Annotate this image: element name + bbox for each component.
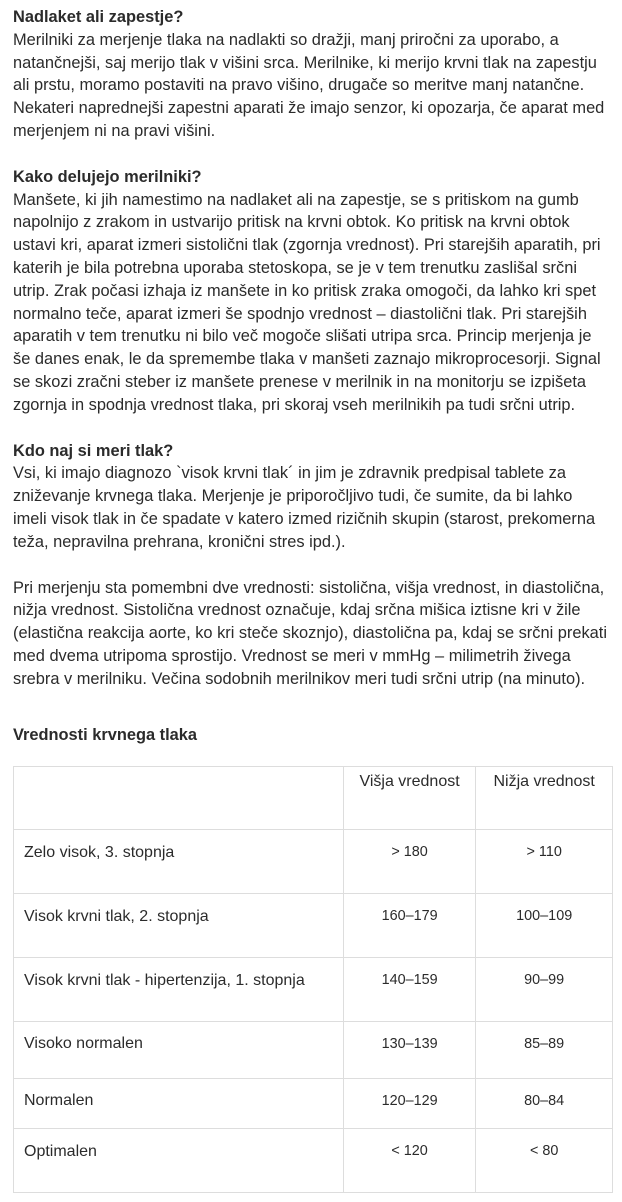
low-value-cell	[476, 1079, 613, 1129]
low-value-cell	[476, 1022, 613, 1079]
table-header-high	[343, 767, 476, 830]
high-value-cell	[343, 894, 476, 958]
table-row	[14, 1022, 613, 1079]
table-row	[14, 830, 613, 894]
section-body: Manšete, ki jih namestimo na nadlaket ali na zapestje, se s pritiskom na gumb napolnijo z zrakom in ustvarijo pritisk na krvni obtok. Ko pritisk na krvni obtok ustavi kri, aparat izmeri sistolični tlak (zgornja vrednost). Pri starejših aparatih, pri katerih je bila potrebna uporaba stetoskopa, se je v tem trenutku zaslišal srčni utrip. Zrak počasi izhaja iz manšete in ko pritisk zraka omogoči, da lahko kri spet normalno teče, aparat izmeri še spodnjo vrednost – diastolični tlak. Pri starejših aparatih v tem trenutku ni bilo več mogoče slišati utripa srca. Princip merjenja je še danes enak, le da spremembe tlaka v manšeti zaznajo mikroprocesorji. Signal se skozi zračni steber iz manšete prenese v merilnik in na monitorju se izpišeta zgornja in spodnja vrednost tlaka, pri skoraj vseh merilnikih pa tudi srčni utrip.	[13, 190, 601, 414]
low-value-cell	[476, 1129, 613, 1193]
blood-pressure-table	[13, 766, 613, 1193]
section-body: Pri merjenju sta pomembni dve vrednosti: sistolična, višja vrednost, in diastolična, nižja vrednost. Sistolična vrednost označuje, kdaj srčna mišica iztisne kri v žile (elastična reakcija aorte, ko kri steče skoznjo), diastolična pa, kdaj se srčni prekati med dvema utripoma sprostijo. Vrednost se meri v mmHg – milimetrih živega srebra v merilniku. Večina sodobnih merilnikov meri tudi srčni utrip (na minuto).	[13, 578, 607, 688]
low-value: 90–99	[524, 971, 565, 988]
row-label-cell	[14, 1022, 344, 1079]
header-label: Nižja vrednost	[493, 773, 595, 790]
row-label: Zelo visok, 3. stopnja	[24, 843, 175, 861]
row-label: Visok krvni tlak, 2. stopnja	[24, 907, 209, 925]
section-body: Merilniki za merjenje tlaka na nadlakti so dražji, manj priročni za uporabo, a natančnejši, saj merijo tlak v višini srca. Merilnike, ki merijo krvni tlak na zapestju ali prstu, moramo postaviti na pravo višino, drugače so meritve manj natančne. Nekateri naprednejši zapestni aparati že imajo senzor, ki opozarja, če aparat med merjenjem ni na pravi višini.	[13, 30, 605, 140]
row-label: Optimalen	[24, 1142, 97, 1160]
low-value: < 80	[529, 1142, 559, 1159]
row-label: Visoko normalen	[24, 1035, 143, 1052]
high-value: 120–129	[381, 1092, 438, 1109]
high-value-cell	[343, 1129, 476, 1193]
high-value: 140–159	[381, 971, 438, 988]
high-value: < 120	[391, 1142, 428, 1159]
low-value-cell	[476, 894, 613, 958]
row-label: Normalen	[24, 1091, 94, 1109]
header-label: Višja vrednost	[359, 773, 460, 790]
table-row	[14, 958, 613, 1022]
row-label: Visok krvni tlak - hipertenzija, 1. stopnja	[24, 971, 305, 989]
row-label-cell	[14, 958, 344, 1022]
paragraph-gap	[13, 417, 609, 440]
section-upper-arm-or-wrist	[13, 6, 609, 143]
low-value: 80–84	[524, 1092, 565, 1109]
high-value-cell	[343, 830, 476, 894]
section-body: Vsi, ki imajo diagnozo `visok krvni tlak´ in jim je zdravnik predpisal tablete za zniževanje krvnega tlaka. Merjenje je priporočljivo tudi, če sumite, da bi lahko imeli visok tlak in če spadate v katero izmed rizičnih skupin (starost, prekomerna teža, nepravilna prehrana, kronični stres ipd.).	[13, 464, 596, 551]
high-value-cell	[343, 1079, 476, 1129]
high-value-cell	[343, 1022, 476, 1079]
table-row	[14, 1129, 613, 1193]
high-value: 130–139	[381, 1036, 438, 1052]
row-label-cell	[14, 830, 344, 894]
table-row	[14, 1079, 613, 1129]
paragraph-gap	[13, 554, 609, 577]
paragraph-gap	[13, 143, 609, 166]
low-value: > 110	[526, 843, 562, 860]
table-header-low	[476, 767, 613, 830]
table-title: Vrednosti krvnega tlaka	[13, 726, 198, 744]
section-heading: Nadlaket ali zapestje?	[13, 8, 184, 26]
high-value: 160–179	[381, 907, 438, 924]
row-label-cell	[14, 1079, 344, 1129]
section-who-should-measure	[13, 440, 609, 554]
low-value-cell	[476, 958, 613, 1022]
section-heading: Kako delujejo merilniki?	[13, 167, 202, 186]
section-measurement-values	[13, 577, 609, 691]
high-value-cell	[343, 958, 476, 1022]
section-how-devices-work	[13, 166, 609, 417]
high-value: > 180	[391, 843, 428, 860]
row-label-cell	[14, 894, 344, 958]
row-label-cell	[14, 1129, 344, 1193]
low-value: 85–89	[524, 1036, 565, 1052]
low-value-cell	[476, 830, 613, 894]
low-value: 100–109	[516, 907, 573, 924]
table-header-empty	[14, 767, 344, 830]
table-row	[14, 894, 613, 958]
table-header-row	[14, 767, 613, 830]
section-heading: Kdo naj si meri tlak?	[13, 441, 174, 460]
